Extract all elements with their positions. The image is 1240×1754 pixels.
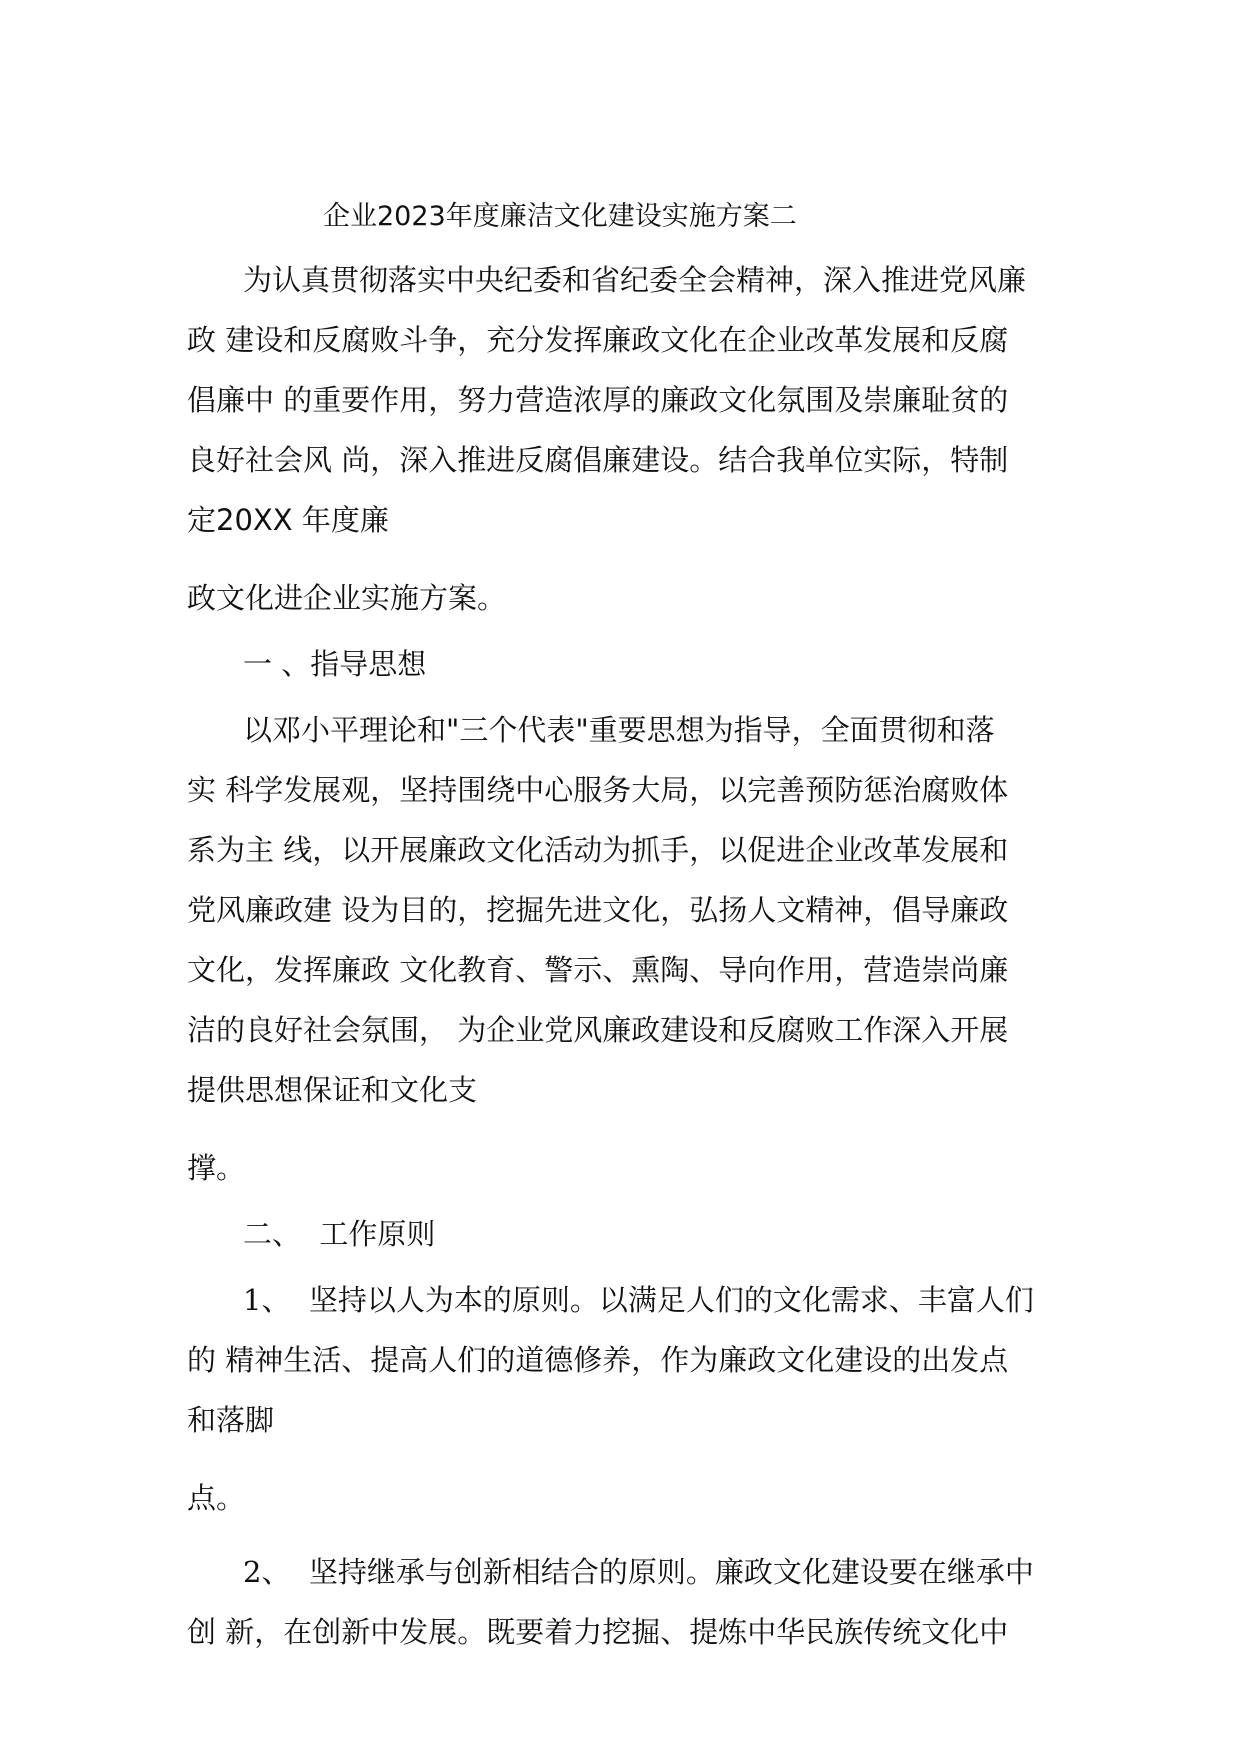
paragraph-line: 点。	[187, 1481, 246, 1515]
paragraph-line: 2、 坚持继承与创新相结合的原则。廉政文化建设要在继承中	[243, 1555, 1034, 1589]
paragraph-line: 的 精神生活、提高人们的道德修养，作为廉政文化建设的出发点	[187, 1343, 1009, 1377]
paragraph-line: 定20XX 年度廉	[187, 503, 389, 537]
paragraph-line: 1、 坚持以人为本的原则。以满足人们的文化需求、丰富人们	[243, 1283, 1034, 1317]
paragraph-line: 系为主 线，以开展廉政文化活动为抓手，以促进企业改革发展和	[187, 833, 1009, 867]
document-title: 企业2023年度廉洁文化建设实施方案二	[323, 201, 797, 232]
paragraph-line: 实 科学发展观，坚持围绕中心服务大局，以完善预防惩治腐败体	[187, 773, 1009, 807]
paragraph-line: 良好社会风 尚，深入推进反腐倡廉建设。结合我单位实际，特制	[187, 443, 1009, 477]
paragraph-line: 创 新，在创新中发展。既要着力挖掘、提炼中华民族传统文化中	[187, 1615, 1009, 1649]
section-heading: 一 、指导思想	[243, 647, 427, 681]
paragraph-line: 撑。	[187, 1151, 246, 1185]
paragraph-line: 政 建设和反腐败斗争，充分发挥廉政文化在企业改革发展和反腐	[187, 323, 1009, 357]
paragraph-line: 政文化进企业实施方案。	[187, 581, 507, 615]
paragraph-line: 为认真贯彻落实中央纪委和省纪委全会精神，深入推进党风廉	[243, 263, 1027, 297]
section-heading: 二、 工作原则	[243, 1217, 436, 1251]
paragraph-line: 提供思想保证和文化支	[187, 1073, 478, 1107]
paragraph-line: 洁的良好社会氛围， 为企业党风廉政建设和反腐败工作深入开展	[187, 1013, 1009, 1047]
paragraph-line: 以邓小平理论和"三个代表"重要思想为指导，全面贯彻和落	[243, 713, 995, 747]
paragraph-line: 党风廉政建 设为目的，挖掘先进文化，弘扬人文精神，倡导廉政	[187, 893, 1009, 927]
paragraph-line: 文化，发挥廉政 文化教育、警示、熏陶、导向作用，营造崇尚廉	[187, 953, 1009, 987]
paragraph-line: 和落脚	[187, 1403, 275, 1437]
paragraph-line: 倡廉中 的重要作用，努力营造浓厚的廉政文化氛围及崇廉耻贫的	[187, 383, 1009, 417]
